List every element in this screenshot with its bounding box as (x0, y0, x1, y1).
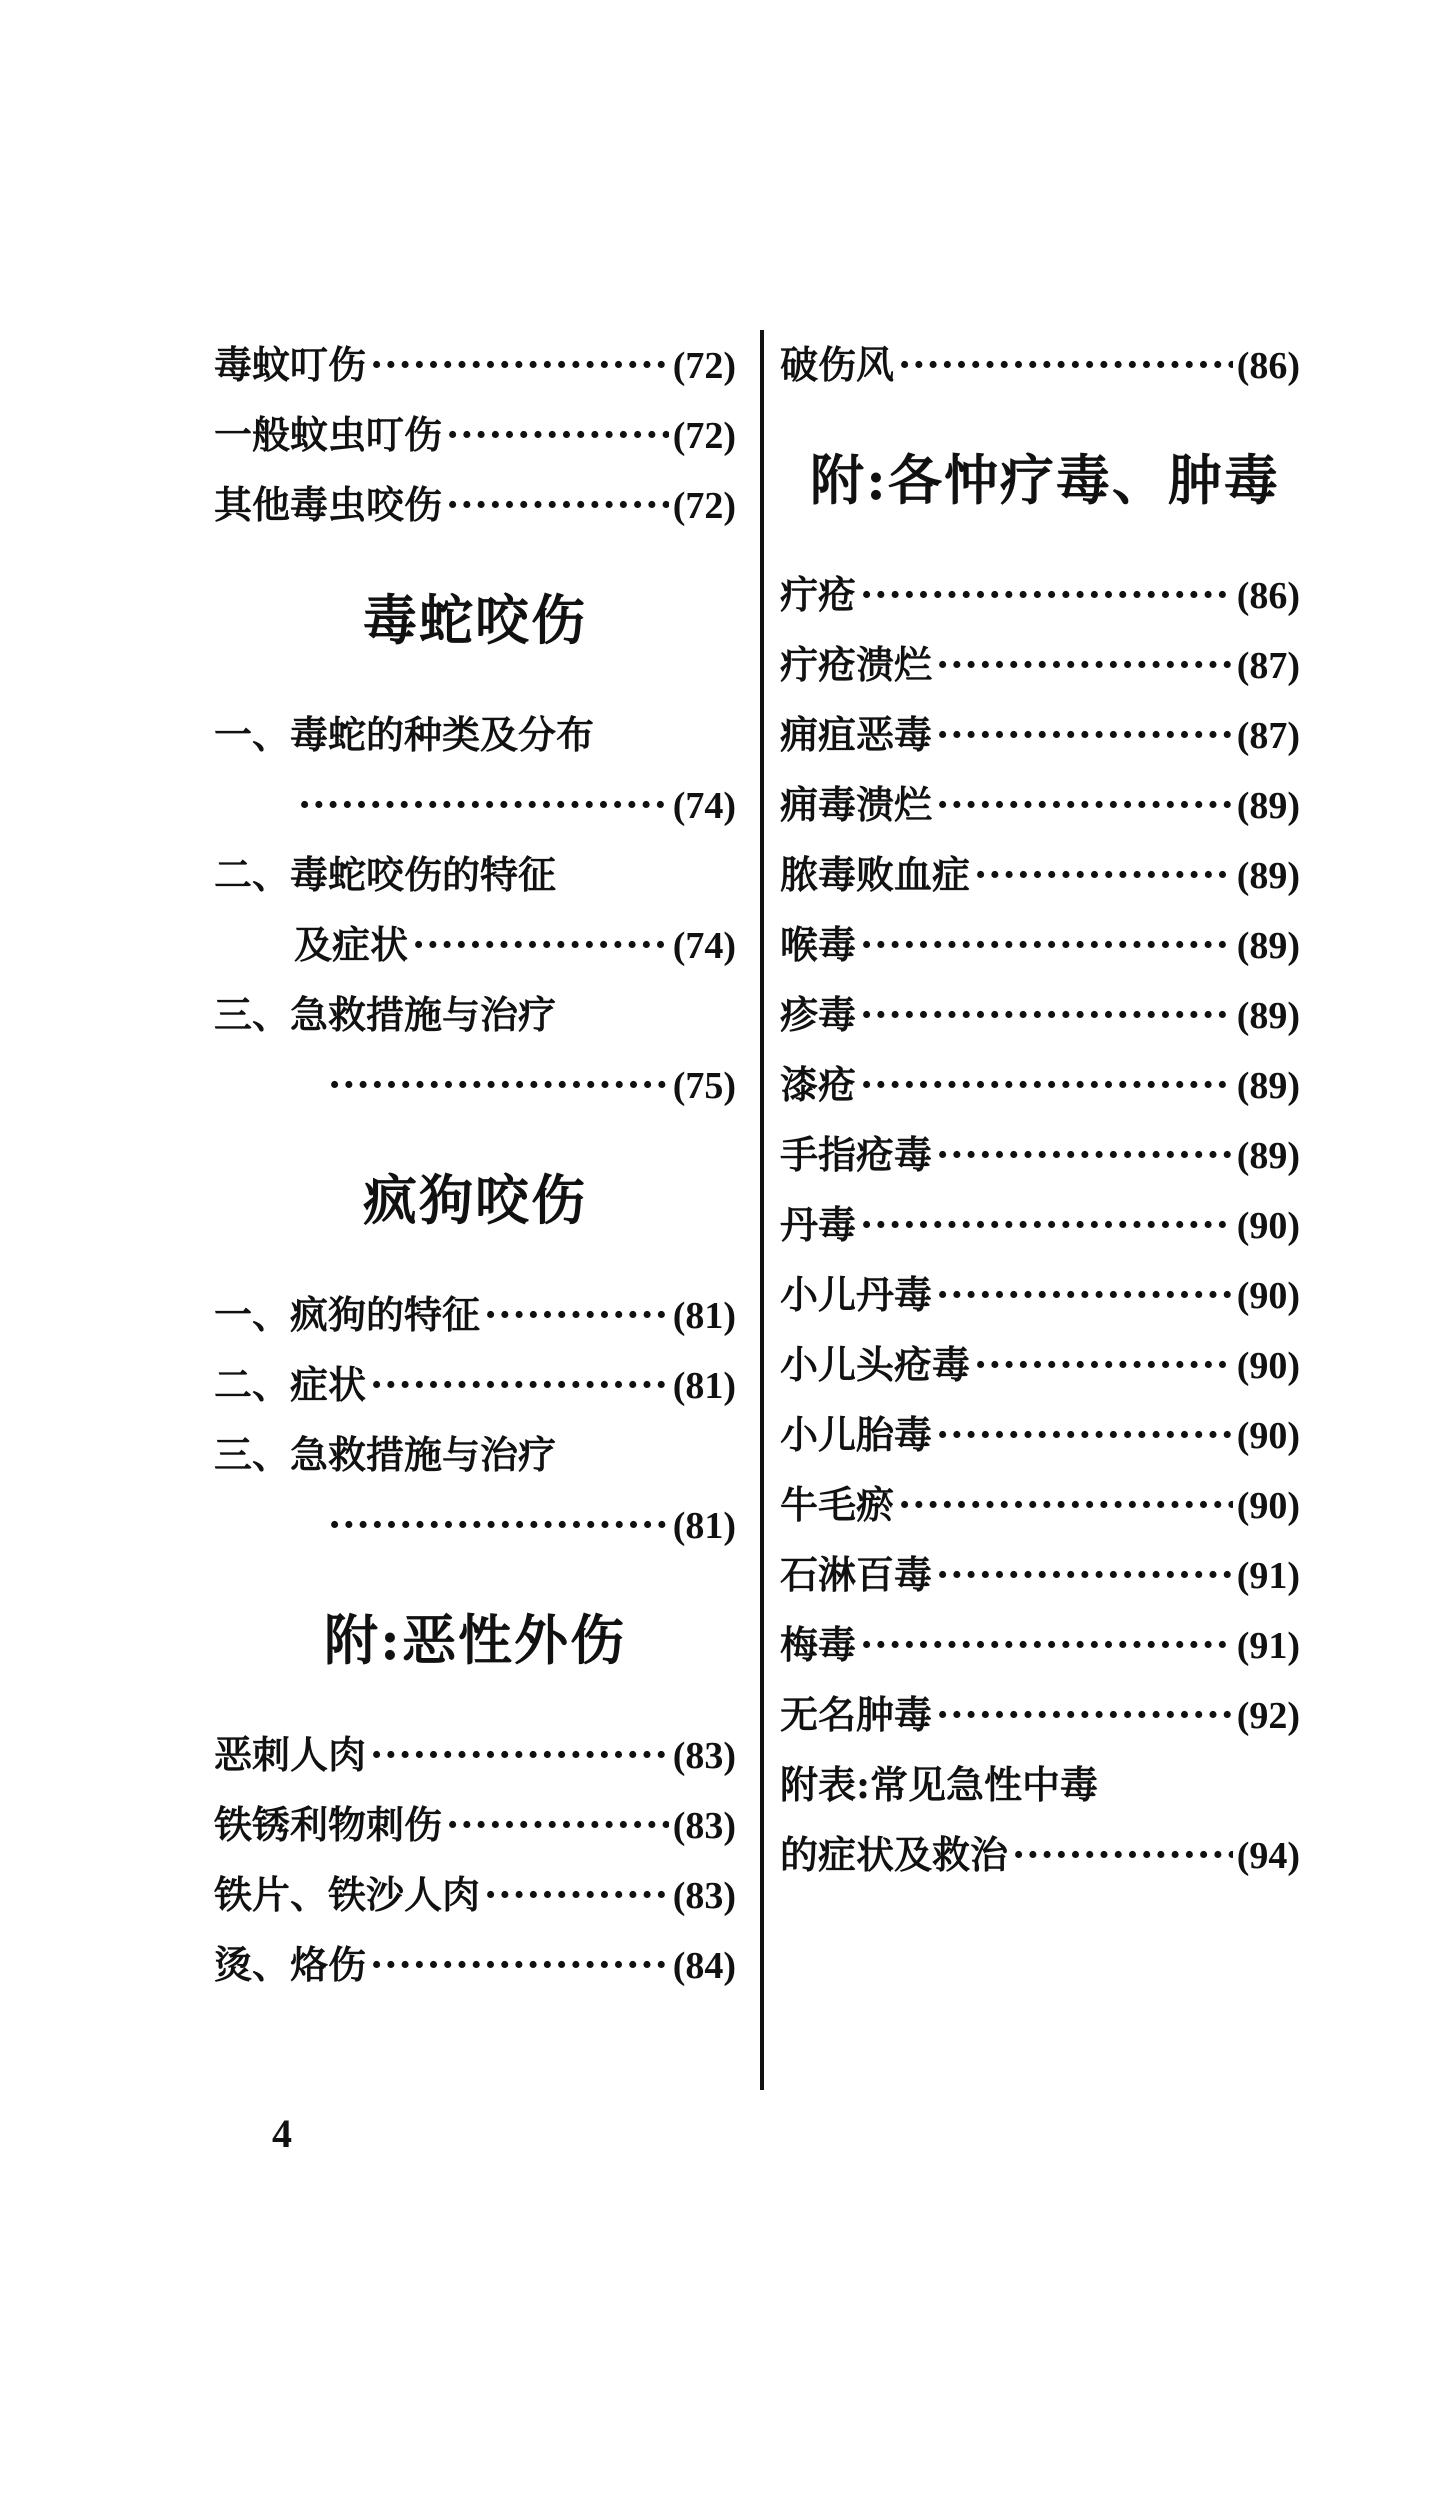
entry-page: (86) (1236, 575, 1300, 617)
entry-page: (72) (672, 345, 736, 387)
dot-leader (484, 1860, 669, 1930)
page-number: 4 (272, 2111, 292, 2156)
entry-title: 丹毒 (780, 1202, 857, 1247)
entry-title: 无名肿毒 (780, 1692, 933, 1737)
entry-title: 其他毒虫咬伤 (214, 482, 443, 527)
toc-entry (780, 1050, 1300, 1120)
toc-entry (780, 1470, 1300, 1540)
toc-entry (214, 1350, 736, 1420)
section-heading-poison: 附:各忡疗毒、肿毒 (810, 448, 1280, 512)
entry-page: (87) (1236, 645, 1300, 687)
dot-leader (370, 330, 669, 400)
entry-page: (91) (1236, 1555, 1300, 1597)
dot-leader (328, 1490, 669, 1560)
entry-title: 二、毒蛇咬伤的特征 (214, 852, 557, 897)
entry-page: (91) (1236, 1625, 1300, 1667)
entry-page: (90) (1236, 1345, 1300, 1387)
entry-title: 石淋百毒 (780, 1552, 933, 1597)
entry-page: (74) (672, 785, 736, 827)
dot-leader (446, 400, 669, 470)
entry-page: (89) (1236, 995, 1300, 1037)
entry-title: 二、症状 (214, 1362, 367, 1407)
entry-title: 手指疮毒 (780, 1132, 933, 1177)
entry-title: 烫、烙伤 (214, 1942, 367, 1987)
toc-entry (214, 1720, 736, 1790)
entry-title: 一般蚊虫叮伤 (214, 412, 443, 457)
poison-entries (780, 560, 1300, 1750)
entry-page: (90) (1236, 1485, 1300, 1527)
entry-title: 喉毒 (780, 922, 857, 967)
toc-entry (214, 1050, 736, 1120)
entry-title: 三、急救措施与治疗 (214, 992, 557, 1037)
entry-title: 铁片、铁沙人肉 (214, 1872, 481, 1917)
entry-title: 梅毒 (780, 1622, 857, 1667)
entry-title: 小儿丹毒 (780, 1272, 933, 1317)
entry-page: (89) (1236, 785, 1300, 827)
toc-entry (214, 470, 736, 540)
toc-entry (780, 1680, 1300, 1750)
entry-title: 痈毒溃烂 (780, 782, 933, 827)
entry-title: 破伤风 (780, 342, 895, 387)
entry-title: 三、急救措施与治疗 (214, 1432, 557, 1477)
entry-page: (72) (672, 415, 736, 457)
toc-entry (780, 910, 1300, 980)
entry-title: 恶刺人肉 (214, 1732, 367, 1777)
dot-leader (1012, 1820, 1233, 1890)
left-column (214, 330, 736, 2000)
dot-leader (936, 1680, 1233, 1750)
dot-leader (936, 1400, 1233, 1470)
entry-page: (89) (1236, 1135, 1300, 1177)
entry-page: (83) (672, 1805, 736, 1847)
entry-title: 牛毛瘀 (780, 1482, 895, 1527)
dot-leader (860, 1610, 1233, 1680)
entry-page: (83) (672, 1875, 736, 1917)
entry-title: 疔疮 (780, 572, 857, 617)
dot-leader (860, 560, 1233, 630)
toc-entry (780, 1190, 1300, 1260)
entry-title: 漆疮 (780, 1062, 857, 1107)
dot-leader (298, 770, 669, 840)
dot-leader (936, 1540, 1233, 1610)
entry-page: (89) (1236, 1065, 1300, 1107)
entry-title: 疹毒 (780, 992, 857, 1037)
toc-entry (214, 1490, 736, 1560)
column-divider (760, 330, 764, 2090)
dot-leader (936, 700, 1233, 770)
toc-entry (780, 980, 1300, 1050)
toc-entry (780, 630, 1300, 700)
toc-entry (214, 1860, 736, 1930)
dot-leader (860, 910, 1233, 980)
dot-leader (370, 1930, 669, 2000)
entry-page: (81) (672, 1365, 736, 1407)
dot-leader (328, 1050, 669, 1120)
entry-title: 铁锈利物刺伤 (214, 1802, 443, 1847)
entry-page: (86) (1236, 345, 1300, 387)
toc-entry (214, 910, 736, 980)
toc-entry (780, 1120, 1300, 1190)
entry-page: (94) (1236, 1835, 1300, 1877)
dot-leader (370, 1350, 669, 1420)
dot-leader (860, 1050, 1233, 1120)
entry-page: (92) (1236, 1695, 1300, 1737)
toc-entry (780, 840, 1300, 910)
dot-leader (974, 840, 1233, 910)
dot-leader (936, 770, 1233, 840)
toc-entry (214, 400, 736, 470)
toc-entry (780, 700, 1300, 770)
section-heading-snake: 毒蛇咬伤 (363, 588, 587, 652)
toc-entry (780, 1400, 1300, 1470)
entry-page: (81) (672, 1505, 736, 1547)
entry-page: (74) (672, 925, 736, 967)
entry-page: (84) (672, 1945, 736, 1987)
entry-title: 小儿头疮毒 (780, 1342, 971, 1387)
entry-page: (75) (672, 1065, 736, 1107)
entry-title: 痈疽恶毒 (780, 712, 933, 757)
dot-leader (860, 1190, 1233, 1260)
toc-entry (780, 1820, 1300, 1890)
entry-title: 小儿胎毒 (780, 1412, 933, 1457)
entry-page: (81) (672, 1295, 736, 1337)
dot-leader (936, 630, 1233, 700)
entry-page: (90) (1236, 1415, 1300, 1457)
dot-leader (936, 1260, 1233, 1330)
dot-leader (412, 910, 669, 980)
dot-leader (446, 1790, 669, 1860)
toc-entry (214, 1930, 736, 2000)
entry-page: (89) (1236, 925, 1300, 967)
toc-entry (214, 330, 736, 400)
entry-page: (72) (672, 485, 736, 527)
entry-page: (87) (1236, 715, 1300, 757)
entry-title: 疔疮溃烂 (780, 642, 933, 687)
toc-entry (780, 1260, 1300, 1330)
dot-leader (370, 1720, 669, 1790)
section-heading-trauma: 附:恶性外伤 (324, 1608, 626, 1672)
entry-page: (90) (1236, 1205, 1300, 1247)
entry-title: 一、疯狗的特征 (214, 1292, 481, 1337)
dot-leader (898, 1470, 1233, 1540)
dot-leader (446, 470, 669, 540)
toc-entry (780, 1540, 1300, 1610)
toc-entry (214, 1280, 736, 1350)
appendix-title: 附表:常见急性中毒 (780, 1762, 1099, 1807)
dot-leader (936, 1120, 1233, 1190)
entry-page: (90) (1236, 1275, 1300, 1317)
entry-title-continued: 及症状 (294, 922, 409, 967)
toc-entry (214, 770, 736, 840)
entry-title: 的症状及救治 (780, 1832, 1009, 1877)
dot-leader (860, 980, 1233, 1050)
right-column (780, 330, 1300, 1890)
entry-title: 脓毒败血症 (780, 852, 971, 897)
dot-leader (484, 1280, 669, 1350)
entry-page: (83) (672, 1735, 736, 1777)
section-heading-dog: 疯狗咬伤 (363, 1168, 587, 1232)
entry-title: 一、毒蛇的种类及分布 (214, 712, 595, 757)
toc-entry (780, 1330, 1300, 1400)
dot-leader (974, 1330, 1233, 1400)
toc-entry (214, 1790, 736, 1860)
toc-entry (780, 1610, 1300, 1680)
entry-page: (89) (1236, 855, 1300, 897)
toc-entry (780, 560, 1300, 630)
dot-leader (898, 330, 1233, 400)
toc-entry (780, 770, 1300, 840)
entry-title: 毒蚊叮伤 (214, 342, 367, 387)
toc-entry (780, 330, 1300, 400)
